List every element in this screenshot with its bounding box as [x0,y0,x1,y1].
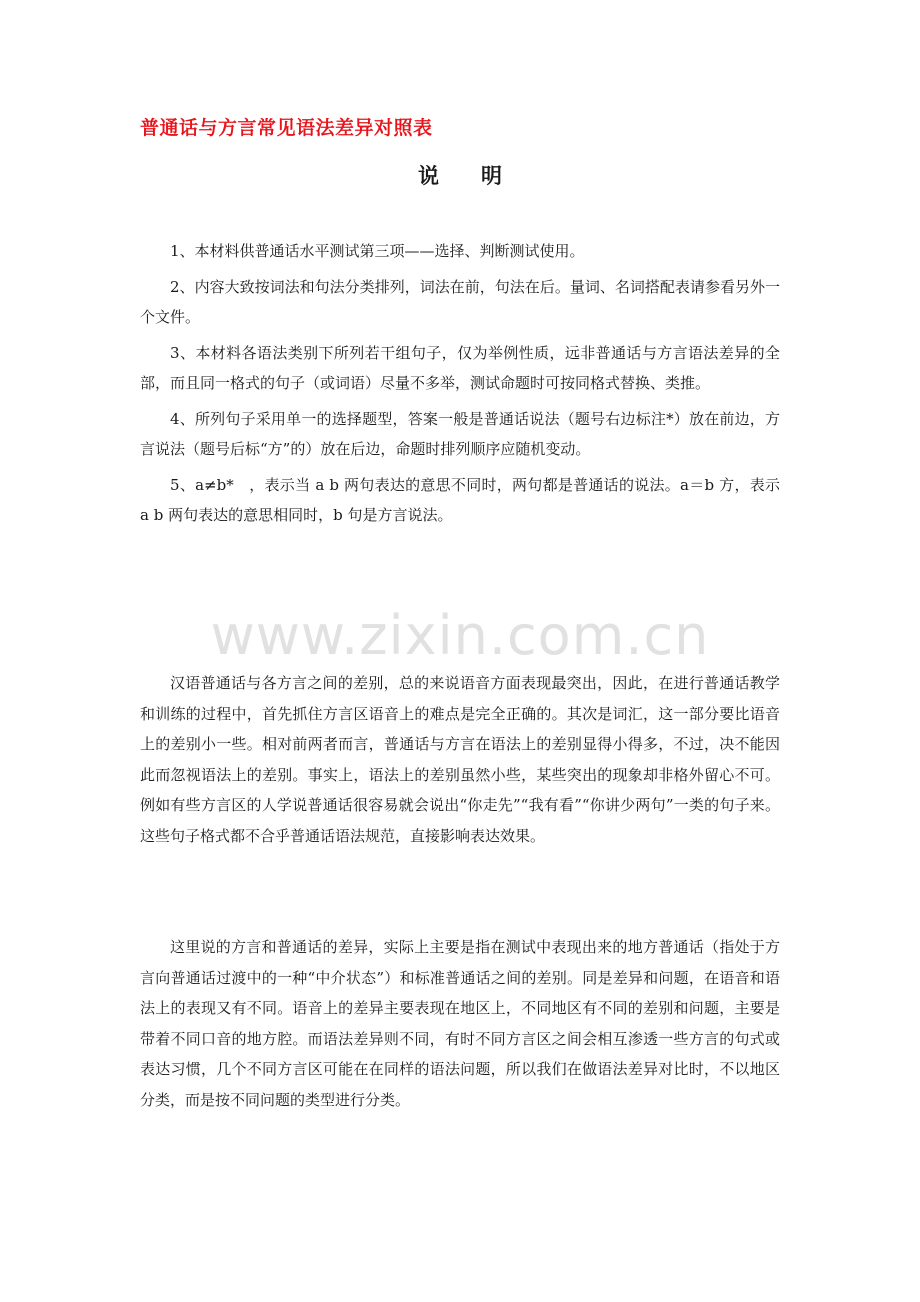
paragraph-text: 这里说的方言和普通话的差异，实际上主要是指在测试中表现出来的地方普通话（指处于方言向普通话过渡中的一种“中介状态”）和标准普通话之间的差别。同是差异和问题，在语音和语法上的表现又有不同。语音上的差异主要表现在地区上，不同地区有不同的差别和问题，主要是带着不同口音的地方腔。而语法差异则不同，有时不同方言区之间会相互渗透一些方言的句式或表达习惯，几个不同方言区可能在在同样的语法问题，所以我们在做语法差异对比时，不以地区分类，而是按不同问题的类型进行分类。 [140,938,780,1109]
notes-list [140,236,780,536]
paragraph-text: 汉语普通话与各方言之间的差别，总的来说语音方面表现最突出，因此，在进行普通话教学和训练的过程中，首先抓住方言区语音上的难点是完全正确的。其次是词汇，这一部分要比语音上的差别小一些。相对前两者而言，普通话与方言在语法上的差别显得小得多，不过，决不能因此而忽视语法上的差别。事实上，语法上的差别虽然小些，某些突出的现象却非格外留心不可。例如有些方言区的人学说普通话很容易就会说出“你走先”“我有看”“你讲少两句”一类的句子来。这些句子格式都不合乎普通话语法规范，直接影响表达效果。 [140,674,780,845]
watermark: www.zixin.com.cn [210,604,710,667]
note-item: 4、所列句子采用单一的选择题型，答案一般是普通话说法（题号右边标注*）放在前边，方言说法（题号后标“方”的）放在后边，命题时排列顺序应随机变动。 [140,410,780,458]
note-item: 1、本材料供普通话水平测试第三项——选择、判断测试使用。 [170,242,585,260]
body-paragraph-1 [140,668,780,851]
section-heading: 说 明 [418,163,502,188]
note-item: 2、内容大致按词法和句法分类排列，词法在前，句法在后。量词、名词搭配表请参看另外一个文件。 [140,278,780,326]
note-item: 5、a≠b* ，表示当 a b 两句表达的意思不同时，两句都是普通话的说法。a＝b 方，表示 a b 两句表达的意思相同时，b 句是方言说法。 [140,476,780,524]
document-title: 普通话与方言常见语法差异对照表 [140,117,433,139]
body-paragraph-2 [140,932,780,1115]
note-item: 3、本材料各语法类别下所列若干组句子，仅为举例性质，远非普通话与方言语法差异的全部，而且同一格式的句子（或词语）尽量不多举，测试命题时可按同格式替换、类推。 [140,344,780,392]
